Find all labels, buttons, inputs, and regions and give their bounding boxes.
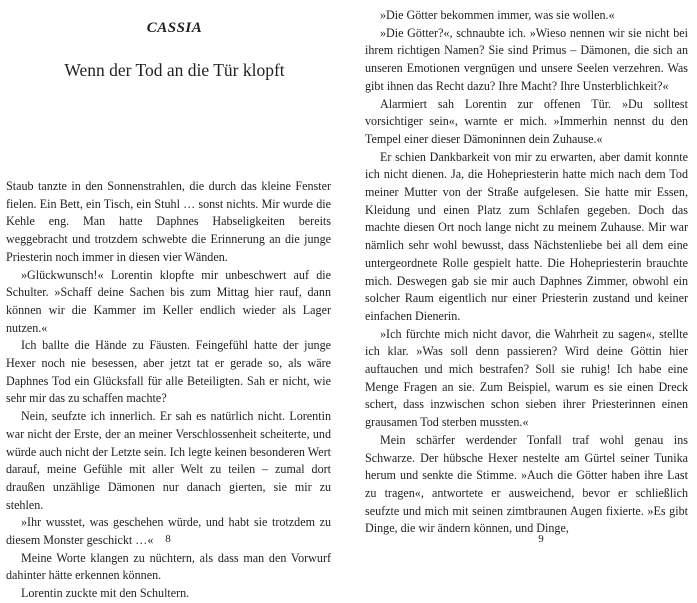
paragraph: »Glückwunsch!« Lorentin klopfte mir unbeschwert auf die Schulter. »Schaff deine Sachen bis zum Mittag hier rauf, dann können wir die Kammer im Keller endlich wieder als Lager nutzen.«	[6, 267, 331, 335]
page-number: 8	[165, 533, 171, 545]
paragraph: Lorentin zuckte mit den Schultern.	[21, 586, 190, 601]
paragraph: Nein, seufzte ich innerlich. Er sah es natürlich nicht. Lorentin war nicht der Erste, der an meiner Verschlossenheit scheiterte, und würde auch nicht der Letzte sein. Ich legte keinen besonderen Wert darauf, meine Gefühle mit aller Welt zu teilen – zumal dort draußen unzählige Dämonen nur danach gierten, sie mir zu stehlen.	[6, 409, 331, 512]
paragraph: Er schien Dankbarkeit von mir zu erwarten, aber damit konnte ich nicht dienen. Ja, die Hohepriesterin hatte mich nach dem Tod meiner Mutter von der Straße aufgelesen. Sie hatte mir Essen, Kleidung und einen Platz zum Schlafen gegeben. Doch das machte diesen Ort noch lange nicht zu meinem Zuhause. Mir war nämlich sehr wohl bewusst, dass Nächstenliebe bei all dem eine untergeordnete Rolle gespielt hatte. Die Hohepriesterin brauchte mich. Deswegen gab sie mir auch Daphnes Zimmer, obwohl ein solcher Raum eigentlich nur einer Priesterin zustand und keiner einfachen Dienerin.	[365, 149, 688, 323]
paragraph: Staub tanzte in den Sonnenstrahlen, die durch das kleine Fenster fielen. Ein Bett, ein Tisch, ein Stuhl … sonst nichts. Mir wurde die Kehle eng. Man hatte Daphnes Habseligkeiten bereits weggebracht und trotzdem schwebte die Erinnerung an die junge Priesterin noch immer in diesen vier Wänden.	[6, 179, 331, 264]
right-page	[349, 0, 697, 557]
paragraph: Meine Worte klangen zu nüchtern, als dass man den Vorwurf dahinter hätte erkennen können.	[6, 550, 331, 583]
paragraph: »Die Götter bekommen immer, was sie wollen.«	[380, 8, 615, 22]
left-page	[0, 0, 349, 601]
paragraph: Ich ballte die Hände zu Fäusten. Feingefühl hatte der junge Hexer noch nie besessen, aber jetzt tat er gerade so, als wäre Daphnes Tod ein Glücksfall für alle Beteiligten. Sah er nicht, wie sehr mir das zu schaffen machte?	[6, 338, 331, 406]
paragraph: »Ihr wusstet, was geschehen würde, und habt sie trotzdem zu diesem Monster geschickt …«	[6, 515, 331, 548]
paragraph: »Ich fürchte mich nicht davor, die Wahrheit zu sagen«, stellte ich klar. »Was soll denn passieren? Wird deine Göttin hier auftauchen und mich bestrafen? Soll sie ruhig! Ich habe eine Menge Fragen an sie. Zum Beispiel, warum es sie einen Dreck schert, dass inzwischen schon sieben ihrer Priesterinnen einen grausamen Tod sterben mussten.«	[365, 326, 688, 430]
chapter-label: CASSIA	[146, 20, 203, 36]
chapter-title: Wenn der Tod an die Tür klopft	[64, 60, 285, 80]
paragraph: »Die Götter?«, schnaubte ich. »Wieso nennen wir sie nicht bei ihrem richtigen Namen? Sie sind Primus – Dämonen, die sich an unseren Emotionen vergnügen und unsere Seelen verzehren. Was gibt ihnen das Recht dazu? Ihre Macht? Ihre Unsterblichkeit?«	[365, 25, 688, 93]
paragraph: Mein schärfer werdender Tonfall traf wohl genau ins Schwarze. Der hübsche Hexer nestelte am Gürtel seiner Tunika herum und senkte die Stimme. »Auch die Götter haben ihre Last zu tragen«, antwortete er ausweichend, bevor er schließlich seufzte und mich mit seinen zimtbraunen Augen fixierte. »Es gibt Dinge, die wir ändern können, und Dinge,	[365, 432, 688, 536]
right-body-text	[365, 7, 688, 538]
page-number: 9	[538, 533, 544, 545]
paragraph: Alarmiert sah Lorentin zur offenen Tür. »Du solltest vorsichtiger sein«, warnte er mich. »Immerhin nennst du den Tempel einer dieser Dämoninnen dein Zuhause.«	[365, 96, 688, 146]
